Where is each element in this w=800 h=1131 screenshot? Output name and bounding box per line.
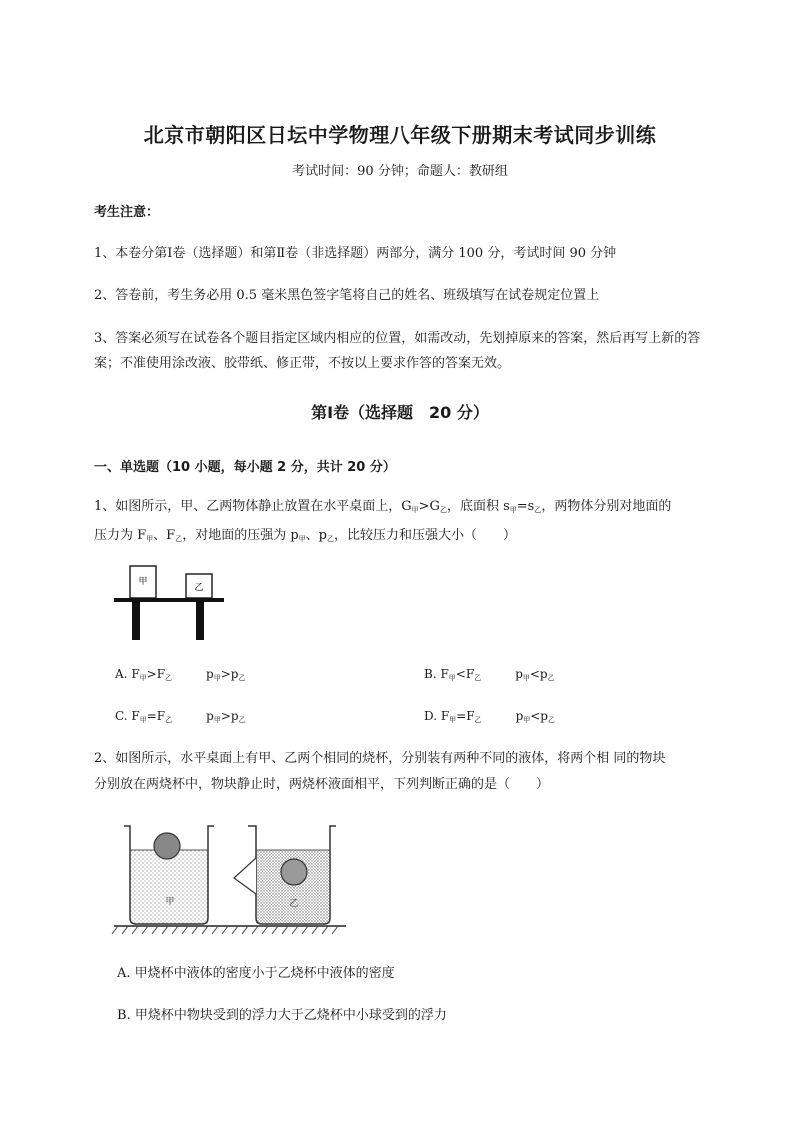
section-title: 第Ⅰ卷（选择题 20 分）	[311, 403, 489, 422]
question-2-line-2: 分别放在两烧杯中，物块静止时，两烧杯液面相平，下列判断正确的是（ ）	[94, 777, 550, 792]
note-item-1: 1、本卷分第Ⅰ卷（选择题）和第Ⅱ卷（非选择题）两部分，满分 100 分，考试时间 90 分钟	[94, 246, 617, 261]
beaker-yi	[234, 826, 336, 924]
object-jia-label: 甲	[138, 577, 148, 587]
block-yi	[281, 859, 307, 885]
beaker-jia	[124, 826, 214, 924]
document-title: 北京市朝阳区日坛中学物理八年级下册期末考试同步训练	[143, 123, 657, 147]
table-leg-right	[196, 602, 204, 640]
q2-option-a[interactable]: A. 甲烧杯中液体的密度小于乙烧杯中液体的密度	[117, 966, 395, 981]
q1-option-c[interactable]: C. $F_甲=F_乙$ $p_甲>p_乙$	[115, 709, 246, 724]
table-top	[114, 598, 224, 602]
object-yi-label: 乙	[194, 583, 204, 593]
q2-option-b[interactable]: B. 甲烧杯中物块受到的浮力大于乙烧杯中小球受到的浮力	[117, 1008, 447, 1023]
question-2-line-1: 2、如图所示，水平桌面上有甲、乙两个相同的烧杯，分别装有两种不同的液体，将两个相 同的物块	[94, 751, 666, 766]
part-title: 一、单选题（10 小题，每小题 2 分，共计 20 分）	[94, 460, 396, 475]
question-2-figure	[110, 818, 350, 938]
ground-hatch	[112, 926, 338, 934]
beaker-jia-label: 甲	[165, 897, 175, 907]
q1-option-a[interactable]: A. $F_甲>F_乙$ $p_甲>p_乙$	[115, 667, 246, 682]
block-jia	[154, 833, 180, 859]
beaker-spout	[234, 858, 256, 894]
q1-option-b[interactable]: B. $F_甲<F_乙$ $p_甲<p_乙$	[424, 667, 555, 682]
question-2	[94, 746, 714, 798]
question-1	[94, 494, 714, 552]
q1-option-d[interactable]: D. $F_甲=F_乙$ $p_甲<p_乙$	[424, 709, 555, 724]
table-leg-left	[132, 602, 140, 640]
beaker-yi-label: 乙	[289, 899, 299, 909]
note-item-2: 2、答卷前，考生务必用 0.5 毫米黑色签字笔将自己的姓名、班级填写在试卷规定位置上	[94, 288, 600, 303]
question-1-figure	[110, 560, 230, 644]
question-1-line-1: 1、如图所示，甲、乙两物体静止放置在水平桌面上，$G_甲>G_乙$，底面积 $s_甲=s_乙$，两物体分别对地面的	[94, 499, 672, 514]
question-1-line-2: 压力为 $F_甲$、$F_乙$，对地面的压强为 $p_甲$、$p_乙$，比较压力和压强大小（ ）	[94, 528, 516, 543]
document-subtitle: 考试时间：90 分钟；命题人：教研组	[292, 164, 508, 179]
notes-heading: 考生注意：	[94, 205, 160, 220]
note-item-3: 3、答案必须写在试卷各个题目指定区域内相应的位置，如需改动，先划掉原来的答案，然后再写上新的答案；不准使用涂改液、胶带纸、修正带，不按以上要求作答的答案无效。	[94, 331, 701, 371]
